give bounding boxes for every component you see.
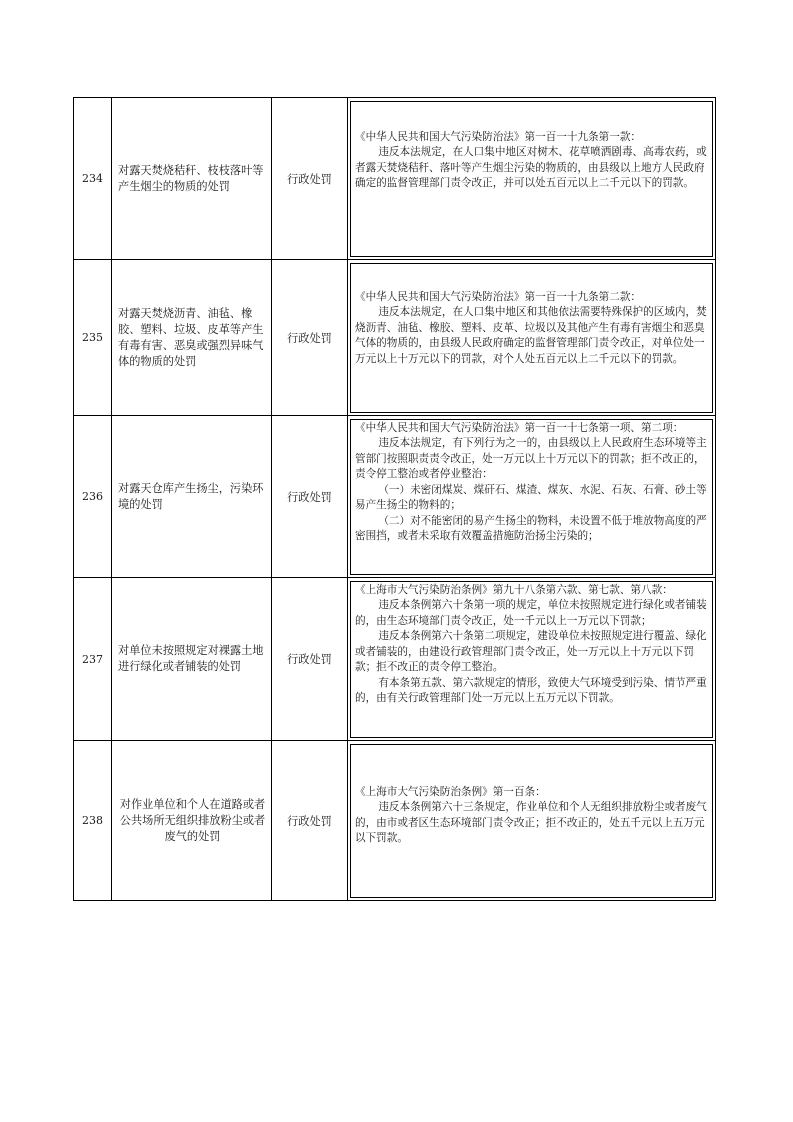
legal-basis-box [350, 263, 713, 413]
legal-basis [348, 741, 716, 901]
legal-basis [348, 416, 716, 578]
legal-basis-paragraph: 《上海市大气污染防治条例》第九十八条第六款、第七款、第八款： [355, 583, 673, 596]
legal-basis-paragraph: 违反本条例第六十条第一项的规定，单位未按照规定进行绿化或者铺装的，由生态环境部门责令改正，处一千元以上一万元以下罚款； [355, 599, 707, 627]
penalty-item: 对露天焚烧秸秆、枝枝落叶等产生烟尘的物质的处罚 [112, 98, 272, 260]
legal-basis-paragraph: 《中华人民共和国大气污染防治法》第一百一十九条第二款： [355, 290, 642, 303]
legal-basis [348, 260, 716, 416]
row-number: 235 [74, 260, 112, 416]
legal-basis-paragraph: （二）对不能密闭的易产生扬尘的物料，未设置不低于堆放物高度的严密围挡，或者未采取有效覆盖措施防治扬尘污染的； [355, 514, 707, 542]
legal-basis-paragraph: 违反本法规定，在人口集中地区和其他依法需要特殊保护的区域内，焚烧沥青、油毡、橡胶、塑料、皮革、垃圾以及其他产生有毒有害烟尘和恶臭气体的物质的，由县级人民政府确定的监督管理部门责令改正，对单位处一万元以上十万元以下的罚款，对个人处五百元以上二千元以下的罚款。 [355, 306, 707, 365]
legal-basis-paragraph: 《上海市大气污染防治条例》第一百条： [355, 785, 546, 798]
penalty-table-page [73, 97, 716, 900]
penalty-kind: 行政处罚 [272, 260, 348, 416]
penalty-item: 对单位未按照规定对裸露土地进行绿化或者铺装的处罚 [112, 578, 272, 741]
row-number: 238 [74, 741, 112, 901]
table-row [74, 260, 716, 416]
legal-basis-paragraph: 违反本法规定，在人口集中地区对树木、花草喷洒剧毒、高毒农药，或者露天焚烧秸秆、落叶等产生烟尘污染的物质的，由县级以上地方人民政府确定的监督管理部门责令改正，并可以处五百元以上二千元以下的罚款。 [355, 146, 707, 189]
penalty-kind: 行政处罚 [272, 98, 348, 260]
legal-basis-paragraph: 违反本条例第六十条第二项规定，建设单位未按照规定进行覆盖、绿化或者铺装的，由建设行政管理部门责令改正，处一万元以上十万元以下罚款；拒不改正的责令停工整治。 [355, 630, 707, 673]
legal-basis [348, 98, 716, 260]
legal-basis-paragraph: 有本条第五款、第六款规定的情形，致使大气环境受到污染、情节严重的，由有关行政管理部门处一万元以上五万元以下罚款。 [355, 676, 707, 704]
penalty-table [73, 97, 716, 901]
row-number: 234 [74, 98, 112, 260]
table-row [74, 416, 716, 578]
penalty-kind: 行政处罚 [272, 741, 348, 901]
legal-basis-box [350, 101, 713, 257]
row-number: 237 [74, 578, 112, 741]
legal-basis-paragraph: 《中华人民共和国大气污染防治法》第一百一十七条第一项、第二项： [355, 421, 684, 434]
legal-basis-paragraph: 《中华人民共和国大气污染防治法》第一百一十九条第一款： [355, 130, 642, 143]
legal-basis-box [350, 419, 713, 575]
legal-basis-paragraph: 违反本条例第六十三条规定，作业单位和个人无组织排放粉尘或者废气的，由市或者区生态环境部门责令改正；拒不改正的，处五千元以上五万元以下罚款。 [355, 801, 707, 844]
row-number: 236 [74, 416, 112, 578]
legal-basis-paragraph: （一）未密闭煤炭、煤矸石、煤渣、煤灰、水泥、石灰、石膏、砂土等易产生扬尘的物料的； [355, 483, 707, 511]
legal-basis-box [350, 744, 713, 898]
legal-basis-paragraph: 违反本法规定，有下列行为之一的，由县级以上人民政府生态环境等主管部门按照职责责令改正，处一万元以上十万元以下的罚款；拒不改正的，责令停工整治或者停业整治： [355, 437, 707, 480]
table-row [74, 98, 716, 260]
table-row [74, 578, 716, 741]
table-row [74, 741, 716, 901]
penalty-item: 对露天焚烧沥青、油毡、橡胶、塑料、垃圾、皮革等产生有毒有害、恶臭或强烈异味气体的物质的处罚 [112, 260, 272, 416]
penalty-item: 对露天仓库产生扬尘，污染环境的处罚 [112, 416, 272, 578]
legal-basis [348, 578, 716, 741]
legal-basis-box [350, 581, 713, 738]
penalty-item: 对作业单位和个人在道路或者公共场所无组织排放粉尘或者废气的处罚 [112, 741, 272, 901]
penalty-kind: 行政处罚 [272, 416, 348, 578]
penalty-kind: 行政处罚 [272, 578, 348, 741]
